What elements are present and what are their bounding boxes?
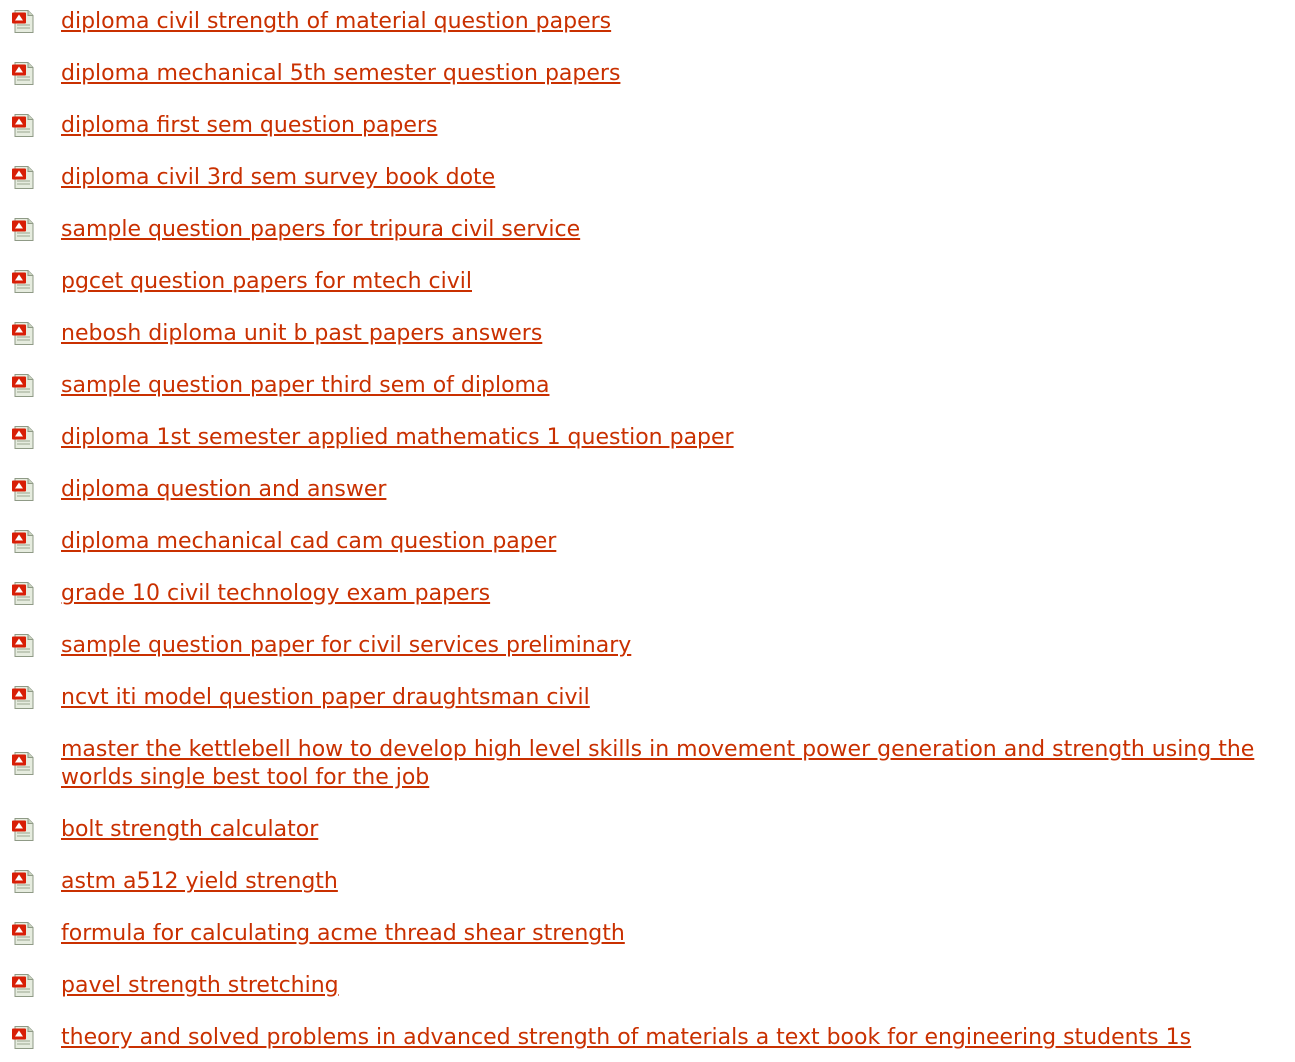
pdf-file-icon bbox=[11, 582, 36, 607]
pdf-file-icon bbox=[11, 218, 36, 243]
pdf-link[interactable]: pgcet question papers for mtech civil bbox=[61, 269, 472, 294]
pdf-file-icon bbox=[11, 1026, 36, 1051]
list-item bbox=[0, 8, 1295, 36]
list-item bbox=[0, 216, 1295, 244]
pdf-link[interactable]: pavel strength stretching bbox=[61, 973, 339, 998]
list-item bbox=[0, 112, 1295, 140]
pdf-link[interactable]: astm a512 yield strength bbox=[61, 869, 338, 894]
pdf-file-icon bbox=[11, 478, 36, 503]
pdf-file-icon bbox=[11, 322, 36, 347]
list-item bbox=[0, 632, 1295, 660]
list-item bbox=[0, 920, 1295, 948]
pdf-file-icon bbox=[11, 634, 36, 659]
pdf-file-icon bbox=[11, 686, 36, 711]
list-item bbox=[0, 372, 1295, 400]
pdf-file-icon bbox=[11, 974, 36, 999]
pdf-file-icon bbox=[11, 166, 36, 191]
pdf-link[interactable]: diploma first sem question papers bbox=[61, 113, 438, 138]
list-item bbox=[0, 268, 1295, 296]
list-item bbox=[0, 1024, 1295, 1052]
pdf-link[interactable]: sample question papers for tripura civil service bbox=[61, 217, 581, 242]
pdf-link[interactable]: ncvt iti model question paper draughtsman civil bbox=[61, 685, 590, 710]
list-item bbox=[0, 476, 1295, 504]
pdf-link[interactable]: master the kettlebell how to develop high level skills in movement power generation and strength using the worlds single best tool for the job bbox=[61, 737, 1255, 790]
pdf-file-icon bbox=[11, 62, 36, 87]
pdf-file-icon bbox=[11, 530, 36, 555]
pdf-link[interactable]: theory and solved problems in advanced strength of materials a text book for engineering students 1s bbox=[61, 1025, 1192, 1050]
pdf-file-icon bbox=[11, 270, 36, 295]
pdf-link[interactable]: diploma mechanical 5th semester question papers bbox=[61, 61, 621, 86]
pdf-file-icon bbox=[11, 426, 36, 451]
list-item bbox=[0, 684, 1295, 712]
pdf-link[interactable]: formula for calculating acme thread shear strength bbox=[61, 921, 625, 946]
pdf-link[interactable]: diploma question and answer bbox=[61, 477, 387, 502]
list-item bbox=[0, 972, 1295, 1000]
pdf-link[interactable]: sample question paper for civil services preliminary bbox=[61, 633, 632, 658]
pdf-file-icon bbox=[11, 870, 36, 895]
pdf-link[interactable]: sample question paper third sem of diploma bbox=[61, 373, 550, 398]
pdf-file-icon bbox=[11, 374, 36, 399]
pdf-file-icon bbox=[11, 114, 36, 139]
pdf-file-icon bbox=[11, 818, 36, 843]
list-item bbox=[0, 60, 1295, 88]
pdf-link[interactable]: diploma mechanical cad cam question paper bbox=[61, 529, 557, 554]
pdf-link[interactable]: nebosh diploma unit b past papers answers bbox=[61, 321, 543, 346]
pdf-link[interactable]: diploma civil strength of material question papers bbox=[61, 9, 612, 34]
pdf-file-icon bbox=[11, 752, 36, 777]
pdf-file-icon bbox=[11, 10, 36, 35]
list-item bbox=[0, 580, 1295, 608]
list-item bbox=[0, 528, 1295, 556]
list-item bbox=[0, 320, 1295, 348]
list-item bbox=[0, 816, 1295, 844]
list-item bbox=[0, 164, 1295, 192]
pdf-file-icon bbox=[11, 922, 36, 947]
pdf-link[interactable]: diploma civil 3rd sem survey book dote bbox=[61, 165, 496, 190]
pdf-link[interactable]: bolt strength calculator bbox=[61, 817, 319, 842]
pdf-link[interactable]: diploma 1st semester applied mathematics 1 question paper bbox=[61, 425, 734, 450]
list-item bbox=[0, 424, 1295, 452]
list-item bbox=[0, 868, 1295, 896]
pdf-link[interactable]: grade 10 civil technology exam papers bbox=[61, 581, 491, 606]
list-item bbox=[0, 736, 1295, 792]
link-list bbox=[0, 8, 1295, 1052]
